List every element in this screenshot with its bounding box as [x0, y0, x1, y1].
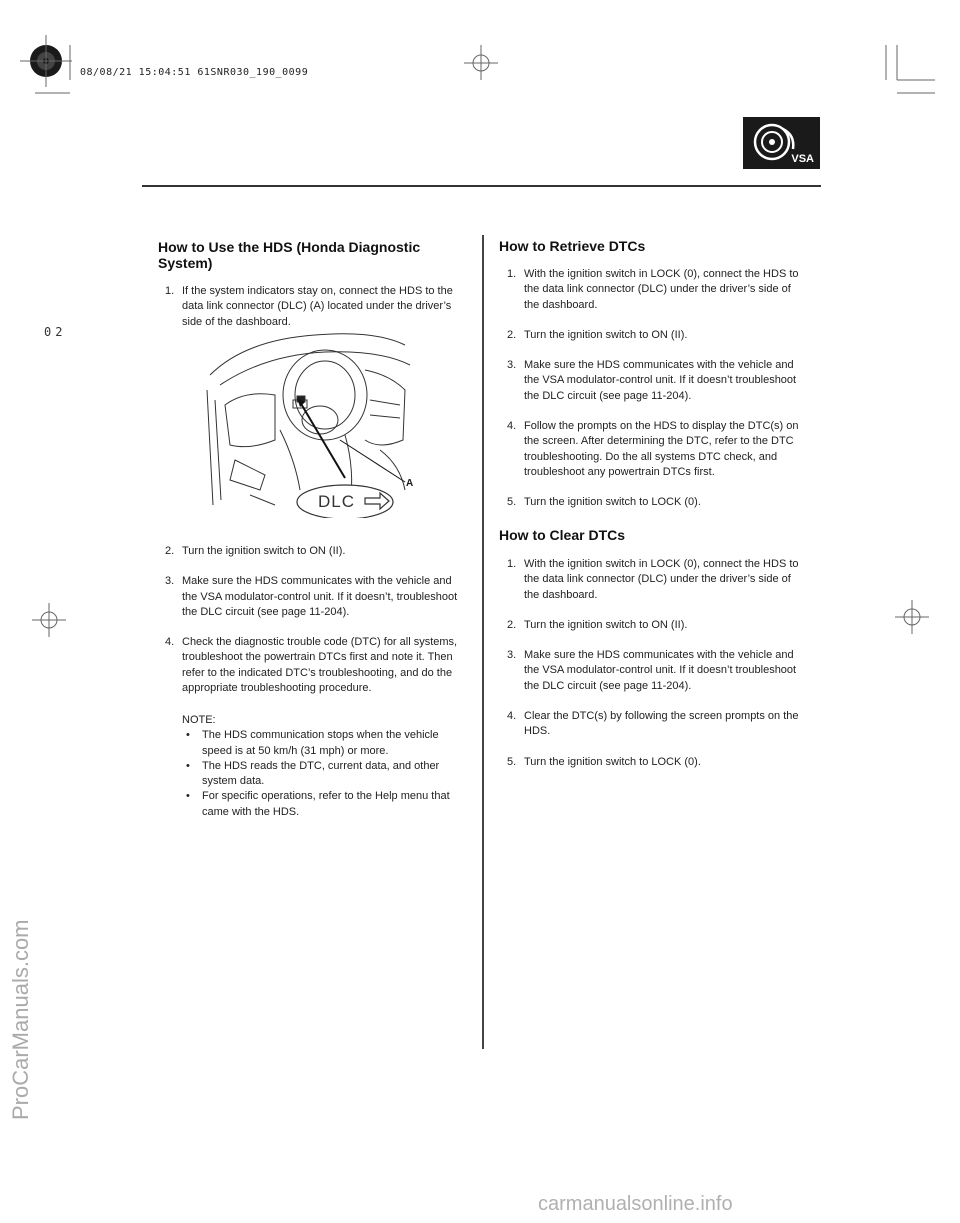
vsa-section-badge [743, 117, 820, 169]
list-item: 1. With the ignition switch in LOCK (0), connect the HDS to the data link connector (DLC) under the driver’s side of the dashboard. [507, 268, 799, 311]
side-watermark: ProCarManuals.com [8, 919, 33, 1120]
left-steps-a [165, 284, 465, 330]
print-timestamp: 08/08/21 15:04:51 61SNR030_190_0099 [80, 67, 309, 78]
dashboard-dlc-illustration [205, 330, 420, 518]
crosshair-left-icon [32, 603, 66, 637]
list-item: 1. If the system indicators stay on, connect the HDS to the data link connector (DLC) (A) located under the driver’s side of the dashboard. [165, 285, 453, 328]
page-code: 02 [44, 325, 67, 339]
list-item: 5. Turn the ignition switch to LOCK (0). [507, 755, 701, 768]
list-item: 4. Follow the prompts on the HDS to display the DTC(s) on the screen. After determining the DTC, refer to the DTC troubleshooting. Do the all systems DTC check, and troubleshoot any powertrain DTCs first. [507, 420, 799, 478]
note-item: • The HDS reads the DTC, current data, and other system data. [186, 759, 440, 788]
list-item: 3. Make sure the HDS communicates with the vehicle and the VSA modulator-control unit. If it doesn’t troubleshoot the DLC circuit (see page 11-204). [507, 359, 797, 402]
note-block [182, 713, 467, 820]
heading-use-hds: How to Use the HDS (Honda Diagnostic System) [158, 239, 421, 271]
list-item: 3. Make sure the HDS communicates with the vehicle and the VSA modulator-control unit. If it doesn’t troubleshoot the DLC circuit (see page 11-204). [507, 649, 797, 692]
heading-clear-dtcs: How to Clear DTCs [499, 527, 626, 543]
list-item: 4. Clear the DTC(s) by following the screen prompts on the HDS. [507, 710, 799, 738]
retrieve-steps [507, 267, 807, 511]
column-divider [482, 235, 484, 1049]
reg-dot-icon [20, 35, 72, 87]
list-item: 4. Check the diagnostic trouble code (DTC) for all systems, troubleshoot the powertrain DTCs first and note it. Then refer to the indicated DTC’s troubleshooting, and do the appropriate troubleshooting procedure. [165, 636, 458, 695]
callout-a: A [406, 478, 414, 489]
note-label: NOTE: [182, 714, 216, 726]
crosshair-right-icon [895, 600, 929, 634]
list-item: 2. Turn the ignition switch to ON (II). [507, 618, 688, 631]
list-item: 2. Turn the ignition switch to ON (II). [507, 328, 688, 341]
vsa-label: VSA [791, 153, 814, 165]
dlc-label: DLC [318, 492, 356, 511]
clear-steps [507, 557, 807, 770]
left-steps-b [165, 544, 465, 696]
list-item: 1. With the ignition switch in LOCK (0), connect the HDS to the data link connector (DLC) under the driver’s side of the dashboard. [507, 558, 799, 601]
heading-retrieve-dtcs: How to Retrieve DTCs [499, 238, 646, 254]
bottom-watermark: carmanualsonline.info [538, 1193, 733, 1215]
crosshair-top-icon [464, 45, 498, 80]
header-rule [142, 185, 821, 187]
list-item: 2. Turn the ignition switch to ON (II). [165, 545, 346, 557]
note-item: • The HDS communication stops when the vehicle speed is at 50 km/h (31 mph) or more. [186, 729, 439, 757]
list-item: 5. Turn the ignition switch to LOCK (0). [507, 496, 701, 509]
note-item: • For specific operations, refer to the Help menu that came with the HDS. [186, 790, 450, 818]
list-item: 3. Make sure the HDS communicates with the vehicle and the VSA modulator-control unit. If it doesn’t, troubleshoot the DLC circuit (see page 11-204). [165, 575, 458, 618]
